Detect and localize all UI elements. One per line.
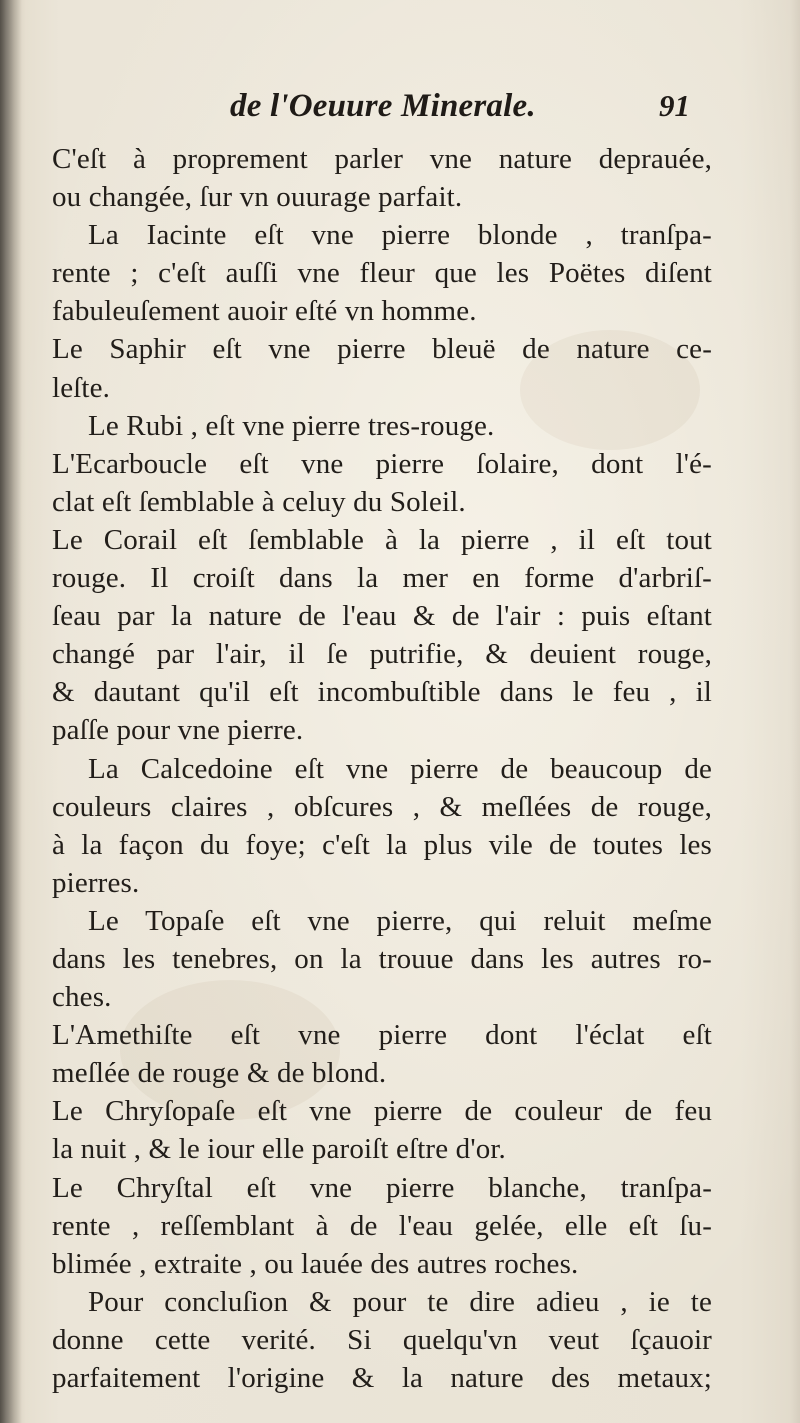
text-line: blimée , extraite , ou lauée des autres roches. [52,1247,579,1280]
text-line: Le Chryſtal eſt vne pierre blanche, tranſpa- [52,1171,712,1204]
text-line: parfaitement l'origine & la nature des metaux; [52,1362,712,1394]
text-line: Le Saphir eſt vne pierre bleuë de nature ce- [52,333,712,366]
text-line: La Iacinte eſt vne pierre blonde , tranſpa- [88,219,712,252]
text-line: paſſe pour vne pierre. [52,714,304,747]
text-line: Le Rubi , eſt vne pierre tres-rouge. [88,409,495,442]
running-title: de l'Oeuure Minerale. [230,88,536,124]
text-line: ches. [52,981,112,1014]
text-line: dans les tenebres, on la trouue dans les autres ro- [52,942,712,975]
spine-shadow [0,0,22,1423]
text-line: & dautant qu'il eſt incombuſtible dans le feu , il [52,676,712,709]
text-line: L'Amethiſte eſt vne pierre dont l'éclat eſt [52,1019,712,1052]
running-head [230,88,690,134]
text-line: ſeau par la nature de l'eau & de l'air : puis eſtant [52,600,712,633]
text-line: ou changée, ſur vn ouurage parfait. [52,181,463,214]
page-number: 91 [659,88,690,123]
text-line: changé par l'air, il ſe putrifie, & deuient rouge, [52,638,712,671]
text-line: Le Chryſopaſe eſt vne pierre de couleur de feu [52,1095,712,1128]
text-line: fabuleuſement auoir eſté vn homme. [52,295,477,328]
text-line: la nuit , & le iour elle paroiſt eſtre d'or. [52,1133,506,1166]
text-line: Le Topaſe eſt vne pierre, qui reluit meſme [88,904,712,937]
text-line: donne cette verité. Si quelqu'vn veut ſçauoir [52,1323,712,1356]
text-line: rouge. Il croiſt dans la mer en forme d'arbriſ- [52,562,712,595]
text-line: clat eſt ſemblable à celuy du Soleil. [52,485,466,518]
text-line: Le Corail eſt ſemblable à la pierre , il eſt tout [52,523,712,556]
text-line: rente ; c'eſt auſſi vne fleur que les Poëtes diſent [52,257,712,290]
text-line: La Calcedoine eſt vne pierre de beaucoup de [88,752,712,785]
text-line: L'Ecarboucle eſt vne pierre ſolaire, dont l'é- [52,447,712,480]
text-line: pierres. [52,866,140,899]
body-text [52,140,712,1397]
text-line: couleurs claires , obſcures , & meſlées de rouge, [52,790,712,823]
text-line: meſlée de rouge & de blond. [52,1057,387,1090]
text-line: leſte. [52,371,111,404]
text-line: à la façon du foye; c'eſt la plus vile de toutes les [52,828,712,861]
text-line: C'eſt à proprement parler vne nature deprauée, [52,143,712,175]
text-line: rente , reſſemblant à de l'eau gelée, elle eſt ſu- [52,1209,712,1242]
text-line: Pour concluſion & pour te dire adieu , ie te [88,1285,712,1318]
